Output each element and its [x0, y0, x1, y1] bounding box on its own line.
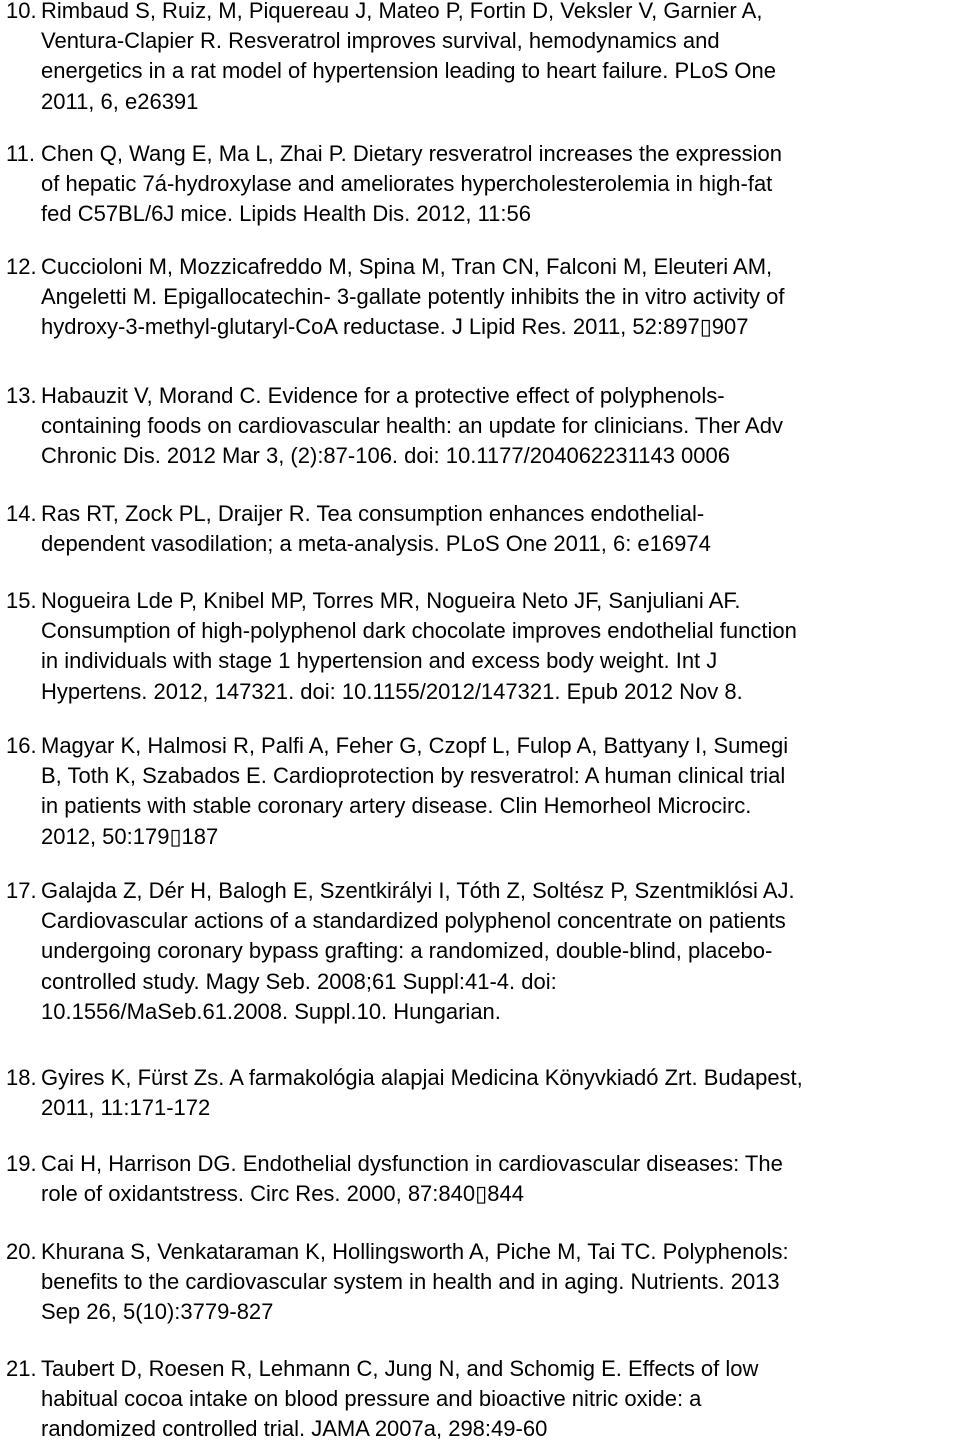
reference-text-line: Nogueira Lde P, Knibel MP, Torres MR, Nogueira Neto JF, Sanjuliani AF.	[41, 588, 741, 613]
reference-item	[0, 1237, 789, 1328]
reference-text-line: fed C57BL/6J mice. Lipids Health Dis. 2012, 11:56	[41, 201, 531, 227]
reference-text-line: Chronic Dis. 2012 Mar 3, (2):87-106. doi: 10.1177/204062231143 0006	[41, 443, 730, 469]
reference-text-line: Cardiovascular actions of a standardized polyphenol concentrate on patients	[41, 908, 786, 934]
reference-number: 18.	[6, 1065, 37, 1090]
reference-text-line: in individuals with stage 1 hypertension and excess body weight. Int J	[41, 648, 718, 674]
reference-text-line: Ventura-Clapier R. Resveratrol improves survival, hemodynamics and	[41, 28, 720, 54]
reference-item	[0, 586, 797, 707]
reference-number: 16.	[6, 733, 37, 758]
reference-text-line: Angeletti M. Epigallocatechin- 3-gallate potently inhibits the in vitro activity of	[41, 284, 785, 310]
reference-text-line: 10.1556/MaSeb.61.2008. Suppl.10. Hungarian.	[41, 998, 501, 1024]
reference-text-line: Cuccioloni M, Mozzicafreddo M, Spina M, Tran CN, Falconi M, Eleuteri AM,	[41, 254, 773, 279]
reference-text-line: energetics in a rat model of hypertension leading to heart failure. PLoS One	[41, 58, 777, 84]
reference-text-line: Gyires K, Fürst Zs. A farmakológia alapjai Medicina Könyvkiadó Zrt. Budapest,	[41, 1065, 803, 1090]
reference-number: 14.	[6, 501, 37, 526]
reference-text-line: role of oxidantstress. Circ Res. 2000, 87:840▯844	[41, 1181, 524, 1207]
reference-text-line: 2011, 11:171-172	[41, 1095, 211, 1121]
reference-text-line: Consumption of high-polyphenol dark chocolate improves endothelial function	[41, 618, 797, 644]
reference-text-line: 2012, 50:179▯187	[41, 823, 219, 849]
reference-text-line: Ras RT, Zock PL, Draijer R. Tea consumption enhances endothelial-	[41, 501, 705, 526]
reference-number: 13.	[6, 383, 37, 408]
reference-item	[0, 381, 783, 472]
reference-number: 19.	[6, 1151, 37, 1176]
reference-number: 10.	[6, 0, 37, 23]
reference-text-line: Hypertens. 2012, 147321. doi: 10.1155/2012/147321. Epub 2012 Nov 8.	[41, 678, 743, 704]
reference-text-line: Galajda Z, Dér H, Balogh E, Szentkirályi I, Tóth Z, Soltész P, Szentmiklósi AJ.	[41, 878, 795, 903]
reference-text-line: Cai H, Harrison DG. Endothelial dysfunction in cardiovascular diseases: The	[41, 1151, 783, 1176]
reference-text-line: Chen Q, Wang E, Ma L, Zhai P. Dietary resveratrol increases the expression	[41, 141, 782, 166]
reference-text-line: containing foods on cardiovascular health: an update for clinicians. Ther Adv	[41, 413, 783, 439]
reference-item	[0, 139, 782, 230]
reference-item	[0, 1149, 783, 1209]
reference-number: 21.	[6, 1356, 37, 1381]
reference-text-line: Magyar K, Halmosi R, Palfi A, Feher G, Czopf L, Fulop A, Battyany I, Sumegi	[41, 733, 789, 758]
reference-text-line: habitual cocoa intake on blood pressure and bioactive nitric oxide: a	[41, 1386, 702, 1412]
reference-item	[0, 499, 711, 559]
reference-text-line: controlled study. Magy Seb. 2008;61 Suppl:41-4. doi:	[41, 968, 557, 994]
reference-text-line: B, Toth K, Szabados E. Cardioprotection by resveratrol: A human clinical trial	[41, 763, 786, 789]
reference-item	[0, 0, 776, 117]
reference-item	[0, 1063, 803, 1123]
reference-number: 12.	[6, 254, 37, 279]
reference-text-line: Habauzit V, Morand C. Evidence for a protective effect of polyphenols-	[41, 383, 725, 408]
reference-text-line: Rimbaud S, Ruiz, M, Piquereau J, Mateo P, Fortin D, Veksler V, Garnier A,	[41, 0, 763, 23]
reference-number: 15.	[6, 588, 37, 613]
reference-item	[0, 1354, 758, 1445]
reference-text-line: Sep 26, 5(10):3779-827	[41, 1299, 274, 1325]
reference-text-line: of hepatic 7á-hydroxylase and ameliorates hypercholesterolemia in high-fat	[41, 171, 773, 197]
reference-text-line: 2011, 6, e26391	[41, 88, 199, 114]
reference-text-line: randomized controlled trial. JAMA 2007a, 298:49-60	[41, 1416, 548, 1442]
reference-text-line: benefits to the cardiovascular system in health and in aging. Nutrients. 2013	[41, 1269, 780, 1295]
reference-text-line: Taubert D, Roesen R, Lehmann C, Jung N, and Schomig E. Effects of low	[41, 1356, 759, 1381]
reference-number: 17.	[6, 878, 37, 903]
reference-number: 20.	[6, 1239, 37, 1264]
reference-text-line: hydroxy-3-methyl-glutaryl-CoA reductase. J Lipid Res. 2011, 52:897▯907	[41, 314, 749, 340]
reference-item	[0, 876, 795, 1027]
reference-item	[0, 731, 788, 852]
reference-item	[0, 252, 785, 343]
reference-text-line: in patients with stable coronary artery disease. Clin Hemorheol Microcirc.	[41, 793, 752, 819]
reference-text-line: dependent vasodilation; a meta-analysis. PLoS One 2011, 6: e16974	[41, 531, 711, 557]
reference-number: 11.	[6, 141, 35, 166]
reference-text-line: undergoing coronary bypass grafting: a randomized, double-blind, placebo-	[41, 938, 773, 964]
reference-text-line: Khurana S, Venkataraman K, Hollingsworth A, Piche M, Tai TC. Polyphenols:	[41, 1239, 789, 1264]
